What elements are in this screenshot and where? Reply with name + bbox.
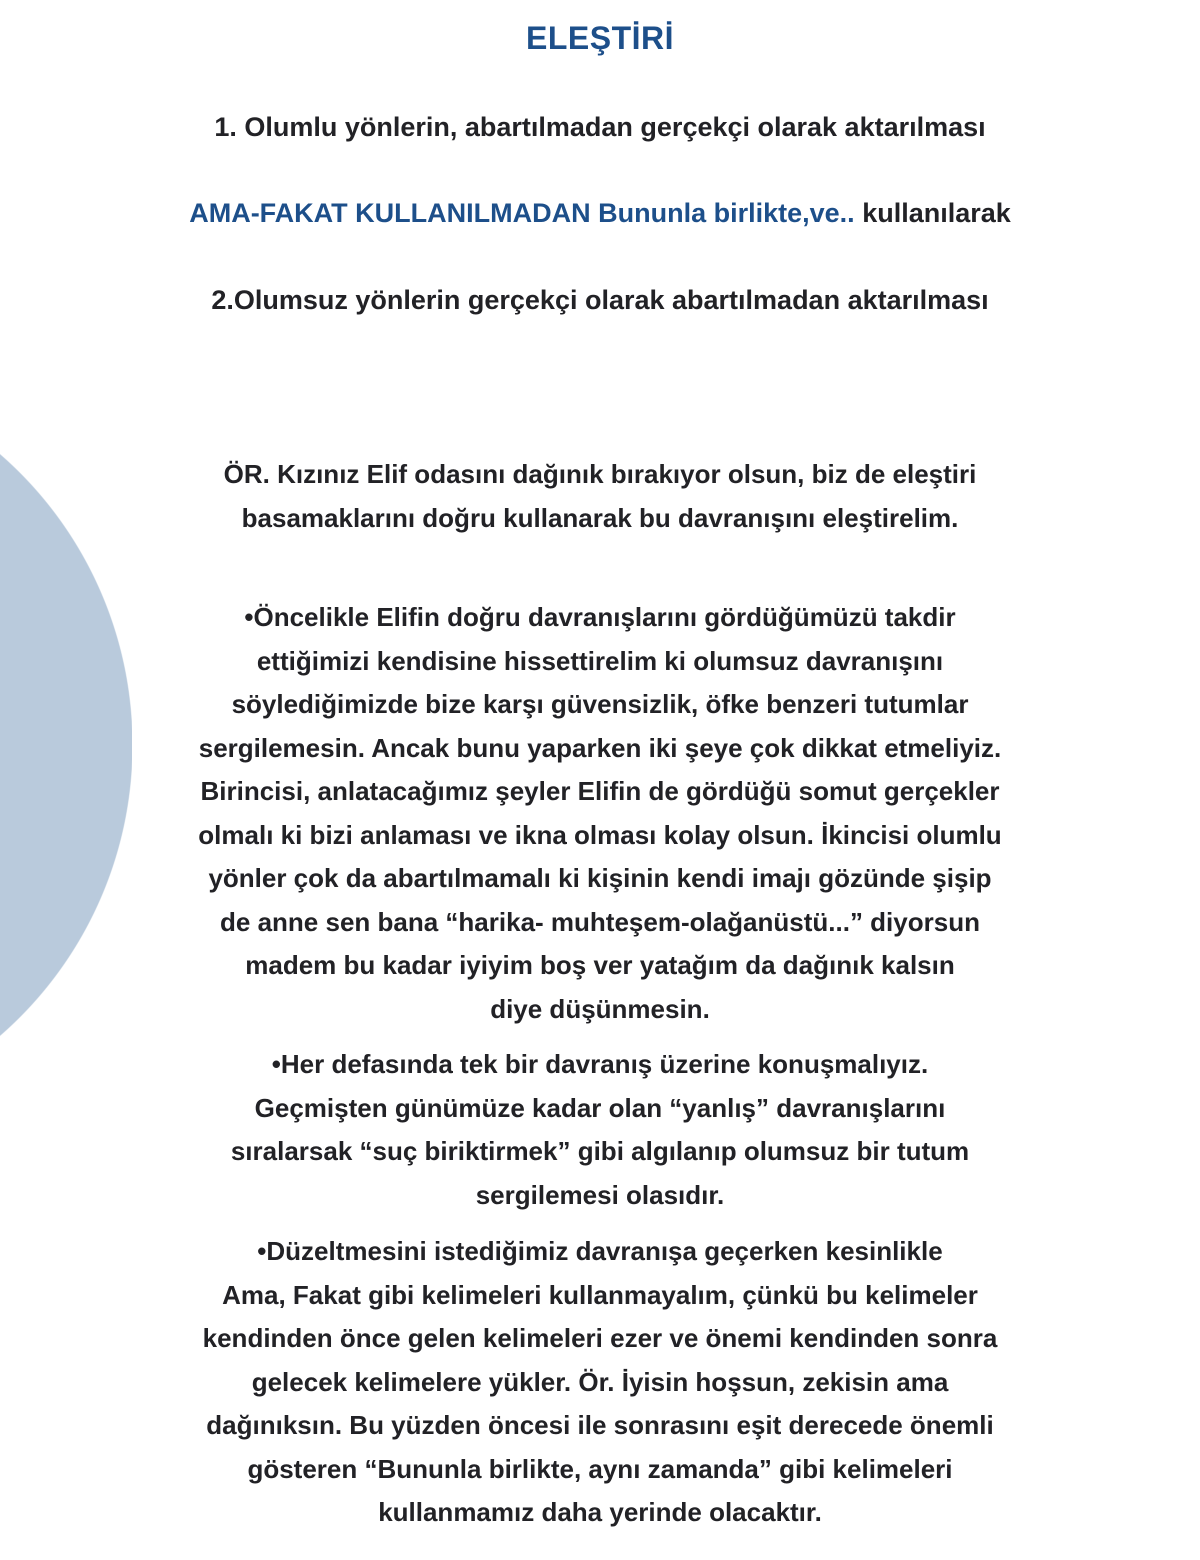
connector-line [40, 198, 1160, 229]
text-line: ettiğimizi kendisine hissettirelim ki olumsuz davranışını [256, 645, 944, 676]
step-2: 2.Olumsuz yönlerin gerçekçi olarak abartılmadan aktarılması [211, 285, 989, 315]
connector-blue: AMA-FAKAT KULLANILMADAN Bununla birlikte,ve.. [189, 198, 855, 228]
text-line: de anne sen bana “harika- muhteşem-olağanüstü...” diyorsun [220, 906, 980, 937]
text-line: madem bu kadar iyiyim boş ver yatağım da dağınık kalsın [245, 950, 955, 980]
text-line: •Düzeltmesini istediğimiz davranışa geçerken kesinlikle [257, 1236, 943, 1266]
text-line: basamaklarını doğru kullanarak bu davranışını eleştirelim. [241, 502, 959, 533]
text-line: sıralarsak “suç biriktirmek” gibi algılanıp olumsuz bir tutum [230, 1136, 970, 1166]
step-1: 1. Olumlu yönlerin, abartılmadan gerçekçi olarak aktarılması [214, 112, 986, 142]
text-line: Birincisi, anlatacağımız şeyler Elifin de gördüğü somut gerçekler [200, 776, 1000, 806]
text-line: Geçmişten günümüze kadar olan “yanlış” davranışlarını [254, 1092, 946, 1123]
text-line: olmalı ki bizi anlaması ve ikna olması kolay olsun. İkincisi olumlu [198, 819, 1002, 850]
example-paragraph [40, 453, 1160, 540]
connector-black: kullanılarak [854, 198, 1011, 228]
text-line: •Öncelikle Elifin doğru davranışlarını gördüğümüzü takdir [244, 602, 956, 632]
text-line: kullanmamız daha yerinde olacaktır. [378, 1497, 822, 1527]
text-line: Ama, Fakat gibi kelimeleri kullanmayalım, çünkü bu kelimeler [222, 1279, 978, 1310]
text-line: sergilemesi olasıdır. [475, 1179, 725, 1210]
text-line: ÖR. Kızınız Elif odasını dağınık bırakıyor olsun, biz de eleştiri [223, 459, 977, 489]
text-line: •Her defasında tek bir davranış üzerine konuşmalıyız. [271, 1049, 929, 1079]
bullet-1 [40, 596, 1160, 1031]
text-line: gelecek kelimelere yükler. Ör. İyisin hoşsun, zekisin ama [251, 1366, 949, 1397]
text-line: diye düşünmesin. [490, 993, 710, 1024]
text-line: sergilemesin. Ancak bunu yaparken iki şeye çok dikkat etmeliyiz. [198, 732, 1002, 763]
text-line: dağınıksın. Bu yüzden öncesi ile sonrasını eşit derecede önemli [206, 1410, 994, 1440]
text-line: gösteren “Bununla birlikte, aynı zamanda” gibi kelimeleri [247, 1453, 953, 1484]
text-line: söylediğimizde bize karşı güvensizlik, öfke benzeri tutumlar [231, 689, 969, 719]
text-line: yönler çok da abartılmamalı ki kişinin kendi imajı gözünde şişip [208, 863, 992, 893]
text-line: kendinden önce gelen kelimeleri ezer ve önemi kendinden sonra [202, 1323, 998, 1353]
bullet-3 [40, 1230, 1160, 1535]
bullet-2 [40, 1043, 1160, 1217]
page-title: ELEŞTİRİ [525, 20, 674, 56]
